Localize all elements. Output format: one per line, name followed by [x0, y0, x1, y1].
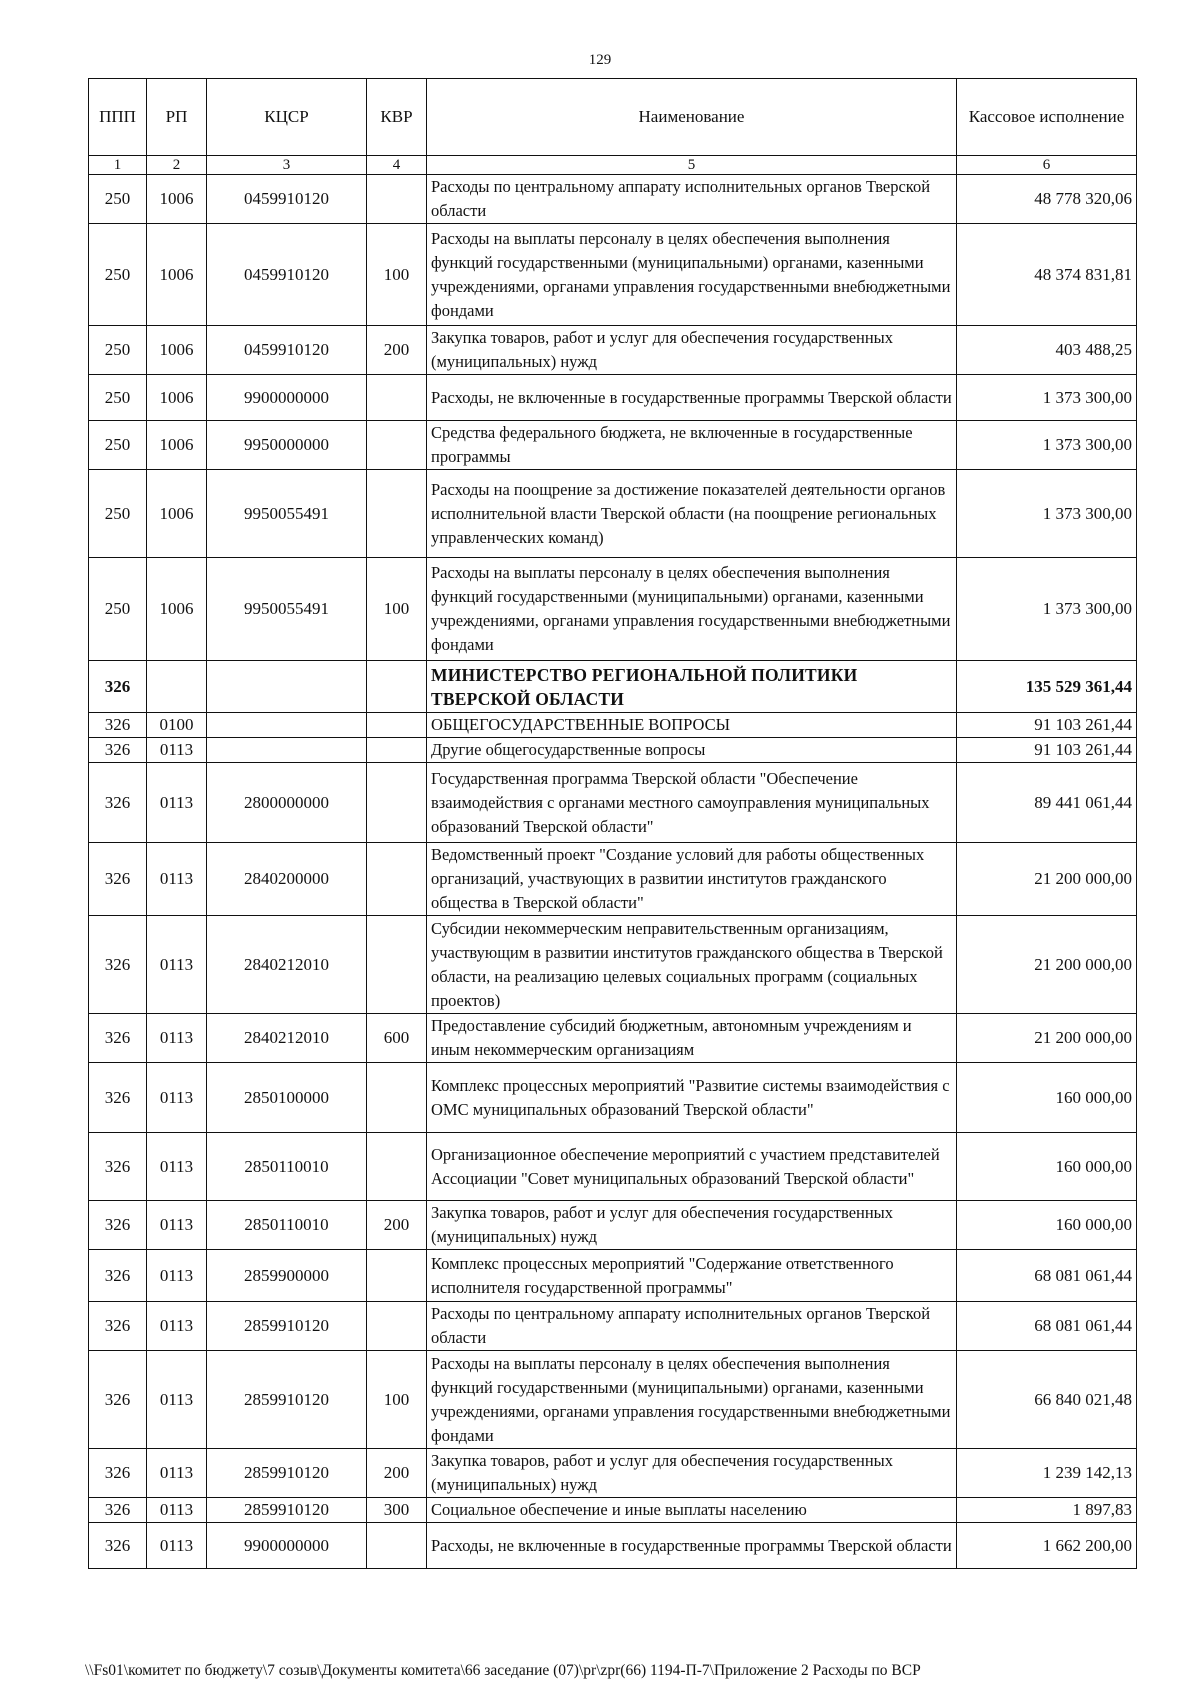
cell-ppp: 326 [89, 763, 147, 843]
column-index: 3 [207, 156, 367, 175]
cell-name: Предоставление субсидий бюджетным, автономным учреждениям и иным некоммерческим организациям [427, 1014, 957, 1063]
cell-rp: 1006 [147, 326, 207, 375]
cell-kcsr: 2840212010 [207, 1014, 367, 1063]
cell-ppp: 326 [89, 843, 147, 916]
cell-name: Закупка товаров, работ и услуг для обеспечения государственных (муниципальных) нужд [427, 326, 957, 375]
table-row [89, 558, 1137, 661]
table-row [89, 1302, 1137, 1351]
cell-amount: 135 529 361,44 [957, 661, 1137, 713]
cell-name: ОБЩЕГОСУДАРСТВЕННЫЕ ВОПРОСЫ [427, 713, 957, 738]
cell-name: Расходы, не включенные в государственные программы Тверской области [427, 375, 957, 421]
cell-rp: 0113 [147, 1498, 207, 1523]
cell-name: Комплекс процессных мероприятий "Развитие системы взаимодействия с ОМС муниципальных образований Тверской области" [427, 1063, 957, 1133]
cell-kvr [367, 661, 427, 713]
cell-kcsr: 2859910120 [207, 1449, 367, 1498]
cell-amount: 66 840 021,48 [957, 1351, 1137, 1449]
cell-name: Средства федерального бюджета, не включенные в государственные программы [427, 421, 957, 470]
cell-kvr [367, 916, 427, 1014]
cell-amount: 1 373 300,00 [957, 421, 1137, 470]
cell-rp: 0113 [147, 1250, 207, 1302]
cell-kvr: 300 [367, 1498, 427, 1523]
cell-kcsr: 2850110010 [207, 1201, 367, 1250]
cell-ppp: 326 [89, 1449, 147, 1498]
cell-name: Закупка товаров, работ и услуг для обеспечения государственных (муниципальных) нужд [427, 1201, 957, 1250]
cell-ppp: 250 [89, 175, 147, 224]
column-index: 6 [957, 156, 1137, 175]
cell-kcsr: 9900000000 [207, 375, 367, 421]
cell-amount: 1 373 300,00 [957, 375, 1137, 421]
cell-kcsr: 9950000000 [207, 421, 367, 470]
cell-name: Другие общегосударственные вопросы [427, 738, 957, 763]
cell-kcsr: 2859910120 [207, 1498, 367, 1523]
cell-ppp: 326 [89, 1302, 147, 1351]
cell-kvr: 100 [367, 1351, 427, 1449]
table-row [89, 1523, 1137, 1569]
table-row [89, 1014, 1137, 1063]
cell-kcsr [207, 738, 367, 763]
table-row [89, 763, 1137, 843]
cell-rp: 1006 [147, 421, 207, 470]
table-row [89, 661, 1137, 713]
cell-kcsr: 2840200000 [207, 843, 367, 916]
budget-table [88, 78, 1137, 1569]
cell-amount: 1 662 200,00 [957, 1523, 1137, 1569]
cell-amount: 48 778 320,06 [957, 175, 1137, 224]
cell-amount: 1 239 142,13 [957, 1449, 1137, 1498]
cell-amount: 48 374 831,81 [957, 224, 1137, 326]
cell-kcsr: 2859900000 [207, 1250, 367, 1302]
cell-rp: 0113 [147, 1201, 207, 1250]
cell-ppp: 326 [89, 1523, 147, 1569]
cell-rp: 0100 [147, 713, 207, 738]
cell-kcsr [207, 713, 367, 738]
cell-kcsr: 2850110010 [207, 1133, 367, 1201]
cell-ppp: 250 [89, 421, 147, 470]
cell-ppp: 326 [89, 916, 147, 1014]
cell-rp: 0113 [147, 738, 207, 763]
cell-rp [147, 661, 207, 713]
table-row [89, 1351, 1137, 1449]
table-row [89, 916, 1137, 1014]
table-row [89, 843, 1137, 916]
cell-rp: 1006 [147, 175, 207, 224]
cell-kcsr: 9950055491 [207, 558, 367, 661]
cell-kvr [367, 738, 427, 763]
table-row [89, 1498, 1137, 1523]
cell-ppp: 326 [89, 1250, 147, 1302]
cell-ppp: 250 [89, 326, 147, 375]
cell-kvr [367, 713, 427, 738]
cell-ppp: 250 [89, 558, 147, 661]
cell-rp: 1006 [147, 470, 207, 558]
column-index: 5 [427, 156, 957, 175]
cell-ppp: 326 [89, 713, 147, 738]
page-number: 129 [588, 52, 612, 68]
column-header-amount: Кассовое исполнение [957, 79, 1137, 156]
cell-name: Расходы по центральному аппарату исполнительных органов Тверской области [427, 1302, 957, 1351]
cell-name: Расходы, не включенные в государственные программы Тверской области [427, 1523, 957, 1569]
cell-amount: 68 081 061,44 [957, 1250, 1137, 1302]
column-index: 1 [89, 156, 147, 175]
cell-rp: 1006 [147, 375, 207, 421]
cell-ppp: 326 [89, 1201, 147, 1250]
cell-name: Расходы на выплаты персоналу в целях обеспечения выполнения функций государственными (муниципальными) органами, казенными учреждениями, органами управления государственными внебюджетными фондами [427, 1351, 957, 1449]
cell-rp: 0113 [147, 1302, 207, 1351]
table-row [89, 1449, 1137, 1498]
cell-rp: 0113 [147, 843, 207, 916]
cell-name: Субсидии некоммерческим неправительственным организациям, участвующим в развитии институтов гражданского общества в Тверской области, на реализацию целевых социальных программ (социальных проектов) [427, 916, 957, 1014]
cell-name: Расходы на выплаты персоналу в целях обеспечения выполнения функций государственными (муниципальными) органами, казенными учреждениями, органами управления государственными внебюджетными фондами [427, 224, 957, 326]
cell-kcsr: 0459910120 [207, 224, 367, 326]
cell-amount: 91 103 261,44 [957, 713, 1137, 738]
cell-amount: 89 441 061,44 [957, 763, 1137, 843]
cell-kcsr [207, 661, 367, 713]
cell-rp: 0113 [147, 1133, 207, 1201]
file-path-footer: \\Fs01\комитет по бюджету\7 созыв\Документы комитета\66 заседание (07)\pr\zpr(66) 1194-П-7\Приложение 2 Расходы по ВСР [85, 1662, 921, 1679]
table-row [89, 326, 1137, 375]
cell-kvr [367, 763, 427, 843]
cell-kvr [367, 470, 427, 558]
cell-kvr: 600 [367, 1014, 427, 1063]
cell-name: Закупка товаров, работ и услуг для обеспечения государственных (муниципальных) нужд [427, 1449, 957, 1498]
table-body [89, 175, 1137, 1569]
cell-ppp: 326 [89, 1133, 147, 1201]
cell-ppp: 250 [89, 470, 147, 558]
table-row [89, 175, 1137, 224]
cell-kcsr: 0459910120 [207, 326, 367, 375]
cell-amount: 160 000,00 [957, 1201, 1137, 1250]
cell-name: Социальное обеспечение и иные выплаты населению [427, 1498, 957, 1523]
cell-amount: 1 373 300,00 [957, 470, 1137, 558]
cell-kvr [367, 1250, 427, 1302]
cell-rp: 0113 [147, 1014, 207, 1063]
cell-name: Расходы на поощрение за достижение показателей деятельности органов исполнительной власти Тверской области (на поощрение региональных управленческих команд) [427, 470, 957, 558]
cell-kvr [367, 1133, 427, 1201]
table-row [89, 713, 1137, 738]
cell-kvr [367, 175, 427, 224]
cell-kcsr: 2850100000 [207, 1063, 367, 1133]
cell-amount: 21 200 000,00 [957, 1014, 1137, 1063]
cell-amount: 403 488,25 [957, 326, 1137, 375]
column-header-kvr: КВР [367, 79, 427, 156]
cell-kvr [367, 843, 427, 916]
cell-rp: 1006 [147, 558, 207, 661]
table-row [89, 1063, 1137, 1133]
cell-rp: 0113 [147, 1063, 207, 1133]
cell-ppp: 326 [89, 1063, 147, 1133]
cell-kcsr: 2800000000 [207, 763, 367, 843]
table-row [89, 1250, 1137, 1302]
cell-kvr [367, 1523, 427, 1569]
cell-kcsr: 2840212010 [207, 916, 367, 1014]
cell-kvr [367, 1302, 427, 1351]
cell-amount: 91 103 261,44 [957, 738, 1137, 763]
table-row [89, 375, 1137, 421]
cell-rp: 0113 [147, 763, 207, 843]
cell-kvr [367, 1063, 427, 1133]
cell-name: Ведомственный проект "Создание условий для работы общественных организаций, участвующих в развитии институтов гражданского общества в Тверской области" [427, 843, 957, 916]
cell-rp: 0113 [147, 1449, 207, 1498]
cell-name: Государственная программа Тверской области "Обеспечение взаимодействия с органами местного самоуправления муниципальных образований Тверской области" [427, 763, 957, 843]
cell-name: Расходы на выплаты персоналу в целях обеспечения выполнения функций государственными (муниципальными) органами, казенными учреждениями, органами управления государственными внебюджетными фондами [427, 558, 957, 661]
cell-rp: 0113 [147, 1523, 207, 1569]
table-row [89, 738, 1137, 763]
cell-kvr: 100 [367, 558, 427, 661]
cell-ppp: 250 [89, 375, 147, 421]
cell-amount: 160 000,00 [957, 1133, 1137, 1201]
cell-amount: 68 081 061,44 [957, 1302, 1137, 1351]
cell-amount: 1 373 300,00 [957, 558, 1137, 661]
column-header-rp: РП [147, 79, 207, 156]
cell-ppp: 326 [89, 1351, 147, 1449]
cell-amount: 160 000,00 [957, 1063, 1137, 1133]
cell-ppp: 326 [89, 661, 147, 713]
cell-ppp: 326 [89, 1498, 147, 1523]
cell-ppp: 326 [89, 1014, 147, 1063]
cell-ppp: 250 [89, 224, 147, 326]
column-index-row [89, 156, 1137, 175]
table-row [89, 470, 1137, 558]
cell-name: Комплекс процессных мероприятий "Содержание ответственного исполнителя государственной программы" [427, 1250, 957, 1302]
column-header-ppp: ППП [89, 79, 147, 156]
cell-kcsr: 9950055491 [207, 470, 367, 558]
cell-name: МИНИСТЕРСТВО РЕГИОНАЛЬНОЙ ПОЛИТИКИ ТВЕРСКОЙ ОБЛАСТИ [427, 661, 957, 713]
cell-kcsr: 9900000000 [207, 1523, 367, 1569]
cell-rp: 0113 [147, 916, 207, 1014]
table-row [89, 1133, 1137, 1201]
cell-ppp: 326 [89, 738, 147, 763]
column-index: 4 [367, 156, 427, 175]
table-row [89, 421, 1137, 470]
header-row [89, 79, 1137, 156]
column-header-kcsr: КЦСР [207, 79, 367, 156]
cell-kcsr: 2859910120 [207, 1351, 367, 1449]
cell-kvr: 100 [367, 224, 427, 326]
cell-amount: 21 200 000,00 [957, 843, 1137, 916]
cell-name: Организационное обеспечение мероприятий с участием представителей Ассоциации "Совет муниципальных образований Тверской области" [427, 1133, 957, 1201]
cell-rp: 0113 [147, 1351, 207, 1449]
cell-kvr [367, 375, 427, 421]
column-header-name: Наименование [427, 79, 957, 156]
cell-kvr: 200 [367, 1449, 427, 1498]
cell-kvr [367, 421, 427, 470]
column-index: 2 [147, 156, 207, 175]
table-row [89, 1201, 1137, 1250]
cell-rp: 1006 [147, 224, 207, 326]
cell-kcsr: 0459910120 [207, 175, 367, 224]
cell-kcsr: 2859910120 [207, 1302, 367, 1351]
cell-kvr: 200 [367, 326, 427, 375]
cell-amount: 21 200 000,00 [957, 916, 1137, 1014]
cell-name: Расходы по центральному аппарату исполнительных органов Тверской области [427, 175, 957, 224]
cell-amount: 1 897,83 [957, 1498, 1137, 1523]
cell-kvr: 200 [367, 1201, 427, 1250]
table-row [89, 224, 1137, 326]
